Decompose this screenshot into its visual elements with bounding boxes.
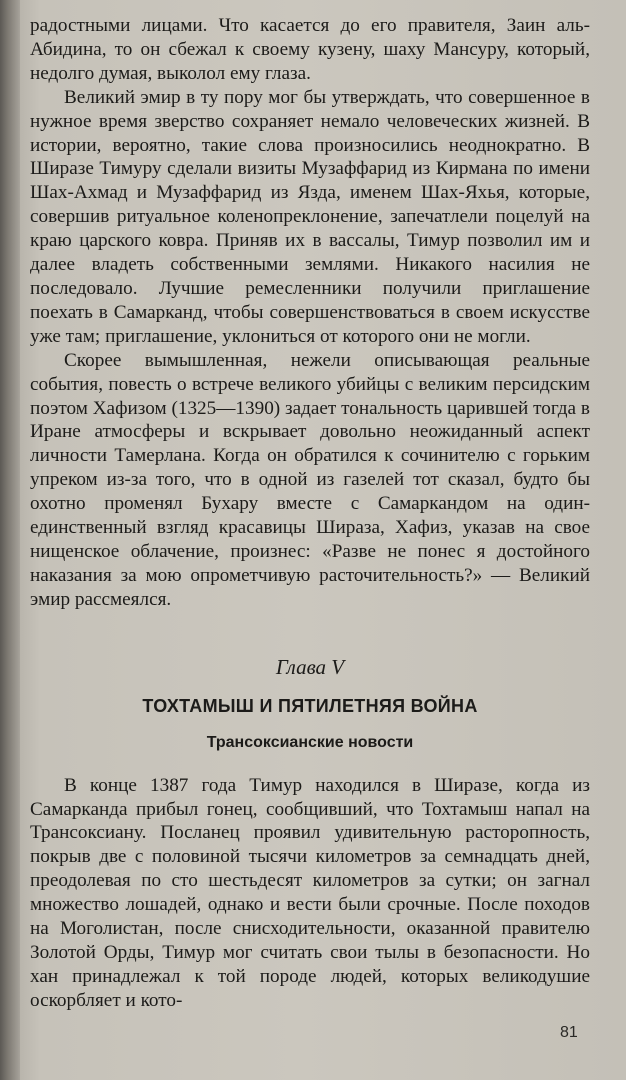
chapter-label: Глава V [275,654,345,679]
text-block-before-chapter [30,14,590,612]
paragraph: В конце 1387 года Тимур находился в Ширазе, когда из Самарканда прибыл гонец, сообщивший, что Тохтамыш напал на Трансоксиану. Посланец проявил удивительную расторопность, покрыв две с половиной тысячи километров за семнадцать дней, преодолевая по сто шестьдесят километров за сутки; он загнал множество лошадей, однако и вести были срочные. После походов на Моголистан, после снисходительности, оказанной правителю Золотой Орды, Тимур мог считать свои тылы в безопасности. Но хан принадлежал к той породе людей, которых великодушие оскорбляет и кото- [30,774,590,1011]
facing-page-gutter [0,0,20,1080]
paragraph: радостными лицами. Что касается до его правителя, Заин аль-Абидина, то он сбежал к своему кузену, шаху Мансуру, который, недолго думая, выколол ему глаза. [30,15,590,84]
page-number: 81 [560,1024,578,1041]
chapter-title: ТОХТАМЫШ И ПЯТИЛЕТНЯЯ ВОЙНА [142,695,478,716]
page-content [30,14,590,1013]
section-title: Трансоксианские новости [206,733,414,751]
text-block-after-chapter [30,774,590,1013]
paragraph: Великий эмир в ту пору мог бы утверждать, что совершенное в нужное время зверство сохраняет немало человеческих жизней. В истории, вероятно, такие слова произносились неоднократно. В Ширазе Тимуру сделали визиты Музаффарид из Кирмана по имени Шах-Ахмад и Музаффарид из Язда, именем Шах-Яхья, которые, совершив ритуальное коленопреклонение, запечатлели поцелуй на краю царского ковра. Приняв их в вассалы, Тимур позволил им и далее владеть собственными землями. Никакого насилия не последовало. Лучшие ремесленники получили приглашение поехать в Самарканд, чтобы совершенствоваться в своем искусстве уже там; приглашение, уклониться от которого они не могли. [30,86,590,347]
paragraph: Скорее вымышленная, нежели описывающая реальные события, повесть о встрече великого убийцы с великим персидским поэтом Хафизом (1325—1390) задает тональность царившей тогда в Иране атмосферы и вскрывает довольно неожиданный аспект личности Тамерлана. Когда он обратился к сочинителю с горьким упреком из-за того, что в одной из газелей тот сказал, будто бы охотно променял Бухару вместе с Самаркандом на один-единственный взгляд красавицы Шираза, Хафиз, указав на свое нищенское облачение, произнес: «Разве не понес я достойного наказания за мою опрометчивую расточительность?» — Великий эмир рассмеялся. [30,349,590,610]
